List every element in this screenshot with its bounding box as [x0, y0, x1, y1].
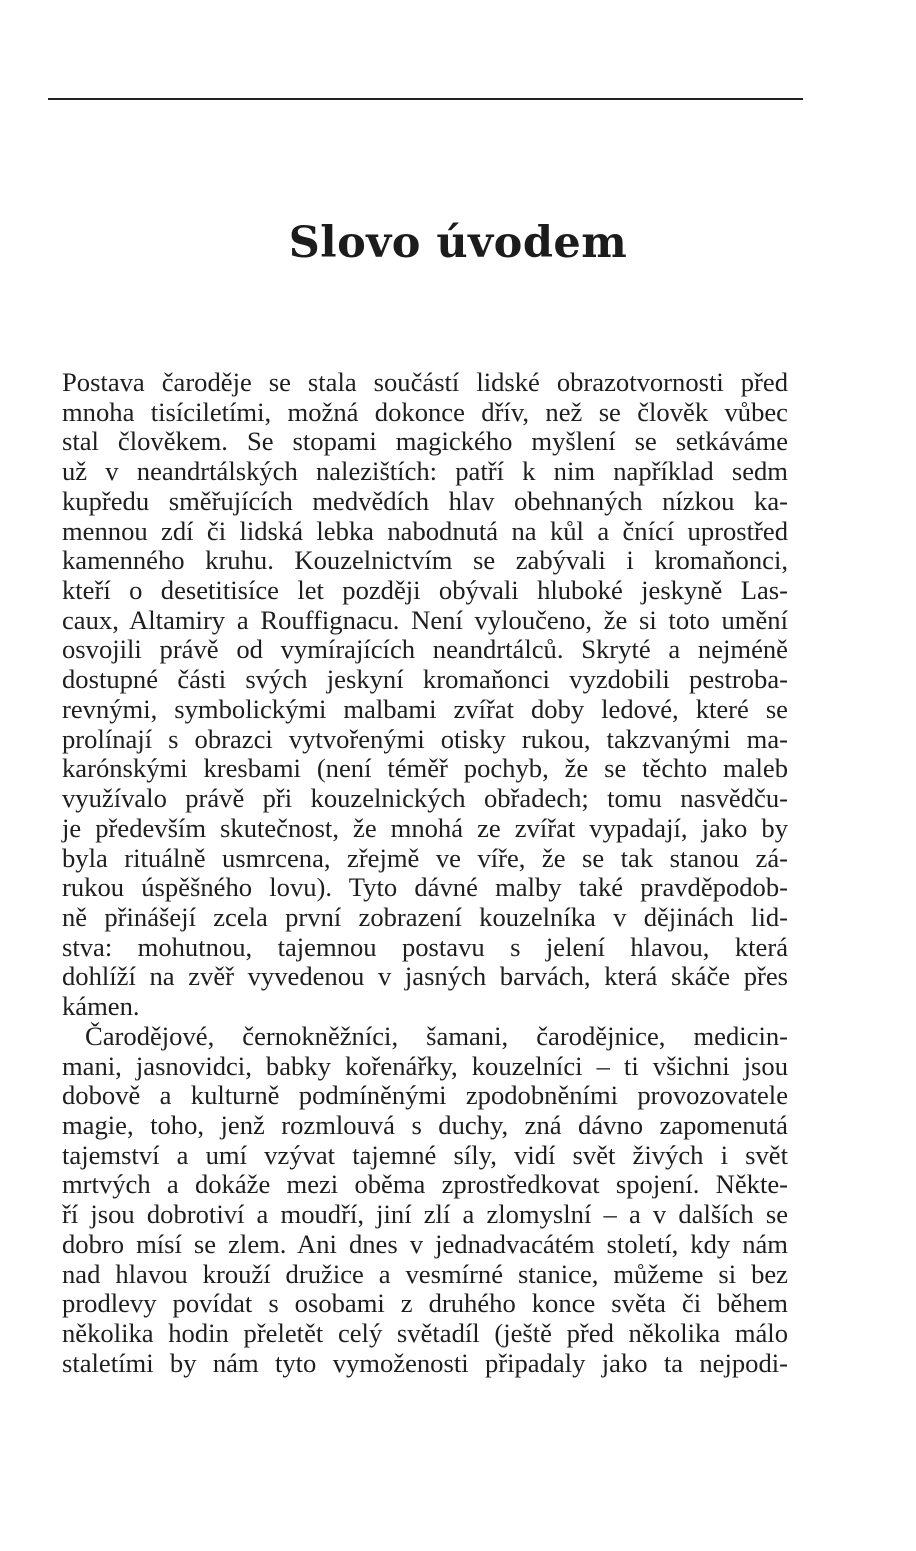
text-line: staletími by nám tyto vymoženosti připadaly jako ta nejpodi- — [62, 1347, 788, 1378]
text-line: využívalo právě při kouzelnických obřadech; tomu nasvědču- — [62, 783, 788, 814]
text-line: už v neandrtálských nalezištích: patří k nim například sedm — [62, 456, 788, 487]
text-line: kteří o desetitisíce let později obývali hluboké jeskyně Las- — [62, 575, 788, 606]
text-line: karónskými kresbami (není téměř pochyb, že se těchto maleb — [62, 753, 788, 784]
text-line: nad hlavou krouží družice a vesmírné stanice, můžeme si bez — [62, 1258, 788, 1289]
text-line: dostupné části svých jeskyní kromaňonci vyzdobili pestroba- — [62, 664, 788, 695]
text-line: ně přinášejí zcela první zobrazení kouzelníka v dějinách lid- — [62, 901, 788, 932]
text-line: je především skutečnost, že mnohá ze zvířat vypadají, jako by — [62, 812, 788, 843]
text-line: caux, Altamiry a Rouffignacu. Není vyloučeno, že si toto umění — [62, 604, 788, 635]
body-text — [62, 368, 788, 1378]
text-line: dobově a kulturně podmíněnými zpodobněními provozovatele — [62, 1080, 788, 1111]
text-line: tajemství a umí vzývat tajemné síly, vidí svět živých i svět — [62, 1139, 788, 1170]
text-line: stal člověkem. Se stopami magického myšlení se setkáváme — [62, 426, 788, 457]
text-line: dobro mísí se zlem. Ani dnes v jednadvacátém století, kdy nám — [62, 1228, 788, 1259]
text-line: Čarodějové, černokněžníci, šamani, čarodějnice, medicin- — [85, 1020, 788, 1051]
text-line: prodlevy povídat s osobami z druhého konce světa či během — [62, 1288, 788, 1319]
chapter-title: Slovo úvodem — [288, 218, 628, 268]
text-line: magie, toho, jenž rozmlouvá s duchy, zná dávno zapomenutá — [62, 1109, 788, 1140]
text-line: kupředu směřujících medvědích hlav obehnaných nízkou ka- — [62, 485, 788, 516]
text-line: byla rituálně usmrcena, zřejmě ve víře, že se tak stanou zá- — [62, 842, 788, 873]
text-line: Postava čaroděje se stala součástí lidské obrazotvornosti před — [62, 367, 788, 397]
text-line: revnými, symbolickými malbami zvířat doby ledové, které se — [62, 693, 788, 724]
text-line: dohlíží na zvěř vyvedenou v jasných barvách, která skáče přes — [62, 961, 788, 992]
text-line: mnoha tisíciletími, možná dokonce dřív, než se člověk vůbec — [62, 396, 788, 427]
text-line: osvojili právě od vymírajících neandrtálců. Skryté a nejméně — [62, 634, 788, 665]
text-line: rukou úspěšného lovu). Tyto dávné malby také pravděpodob- — [62, 872, 788, 903]
text-line: ří jsou dobrotiví a moudří, jiní zlí a zlomyslní – a v dalších se — [62, 1199, 788, 1230]
text-line: mrtvých a dokáže mezi oběma zprostředkovat spojení. Někte- — [62, 1169, 788, 1200]
text-line: kámen. — [62, 991, 140, 1022]
text-line: mennou zdí či lidská lebka nabodnutá na kůl a čnící uprostřed — [62, 515, 788, 546]
text-line: stva: mohutnou, tajemnou postavu s jelení hlavou, která — [62, 931, 788, 962]
text-line: prolínají s obrazci vytvořenými otisky rukou, takzvanými ma- — [62, 723, 788, 754]
text-line: kamenného kruhu. Kouzelnictvím se zabývali i kromaňonci, — [62, 545, 788, 576]
header-rule — [48, 98, 803, 100]
text-line: mani, jasnovidci, babky kořenářky, kouzelníci – ti všichni jsou — [62, 1050, 788, 1081]
text-line: několika hodin přeletět celý světadíl (ještě před několika málo — [62, 1318, 788, 1348]
